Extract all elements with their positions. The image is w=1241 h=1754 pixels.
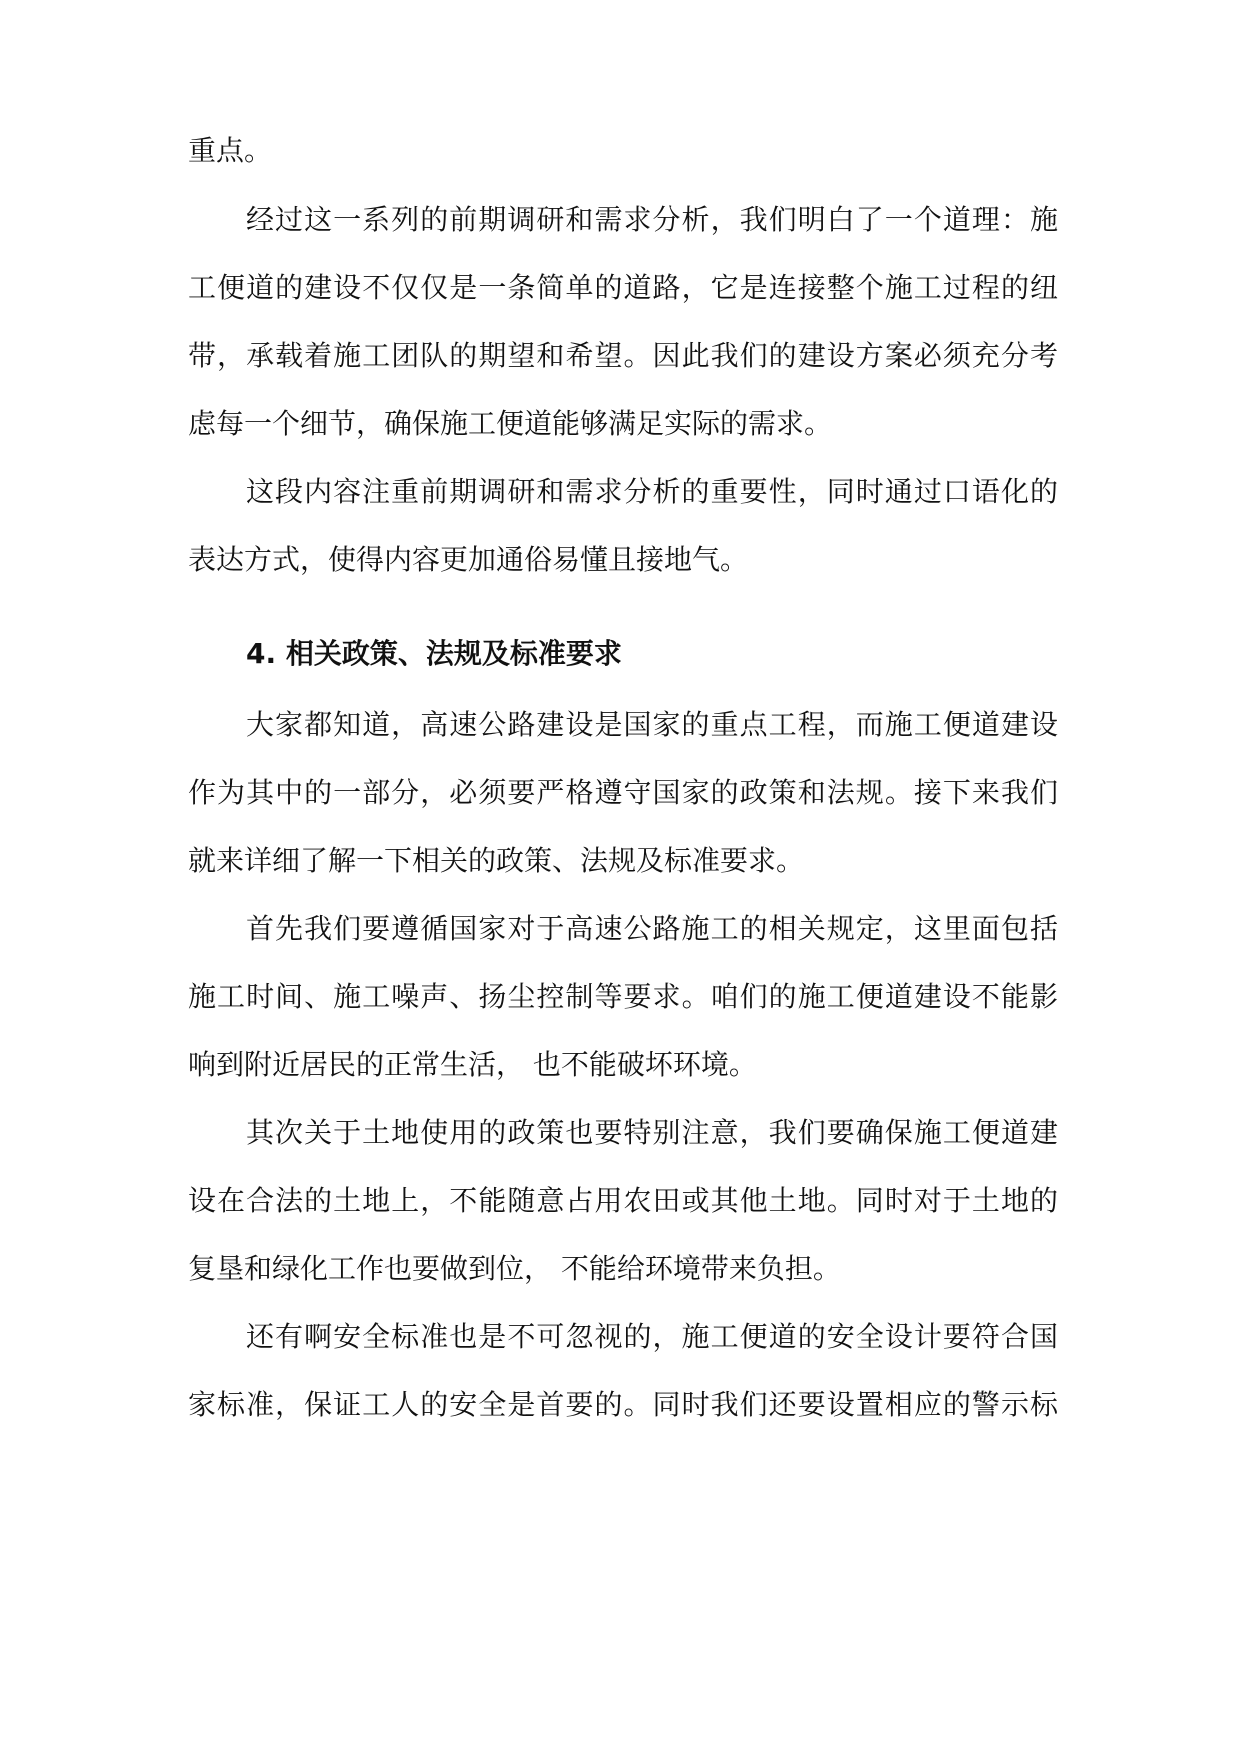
- text-line: 响到附近居民的正常生活， 也不能破坏环境。: [188, 1048, 757, 1081]
- text-line: 表达方式，使得内容更加通俗易懂且接地气。: [188, 543, 749, 576]
- text-line: 家标准，保证工人的安全是首要的。同时我们还要设置相应的警示标: [188, 1388, 1058, 1421]
- text-line: 复垦和绿化工作也要做到位， 不能给环境带来负担。: [188, 1252, 841, 1285]
- text-line: 施工时间、施工噪声、扬尘控制等要求。咱们的施工便道建设不能影: [188, 980, 1058, 1013]
- text-line: 就来详细了解一下相关的政策、法规及标准要求。: [188, 844, 805, 877]
- text-line: 设在合法的土地上，不能随意占用农田或其他土地。同时对于土地的: [188, 1184, 1058, 1217]
- text-line: 重点。: [188, 134, 273, 167]
- paragraph-first-line: 经过这一系列的前期调研和需求分析，我们明白了一个道理：施: [246, 203, 1058, 236]
- paragraph-first-line: 还有啊安全标准也是不可忽视的，施工便道的安全设计要符合国: [246, 1320, 1058, 1353]
- paragraph-first-line: 首先我们要遵循国家对于高速公路施工的相关规定，这里面包括: [246, 912, 1058, 945]
- paragraph-first-line: 其次关于土地使用的政策也要特别注意，我们要确保施工便道建: [246, 1116, 1058, 1149]
- paragraph-first-line: 这段内容注重前期调研和需求分析的重要性，同时通过口语化的: [246, 475, 1058, 508]
- section-heading: 4. 相关政策、法规及标准要求: [246, 637, 622, 670]
- text-line: 工便道的建设不仅仅是一条简单的道路，它是连接整个施工过程的纽: [188, 271, 1058, 304]
- text-line: 带，承载着施工团队的期望和希望。因此我们的建设方案必须充分考: [188, 339, 1058, 372]
- text-line: 作为其中的一部分，必须要严格遵守国家的政策和法规。接下来我们: [188, 776, 1058, 809]
- text-line: 虑每一个细节，确保施工便道能够满足实际的需求。: [188, 407, 833, 440]
- paragraph-first-line: 大家都知道，高速公路建设是国家的重点工程，而施工便道建设: [246, 708, 1058, 741]
